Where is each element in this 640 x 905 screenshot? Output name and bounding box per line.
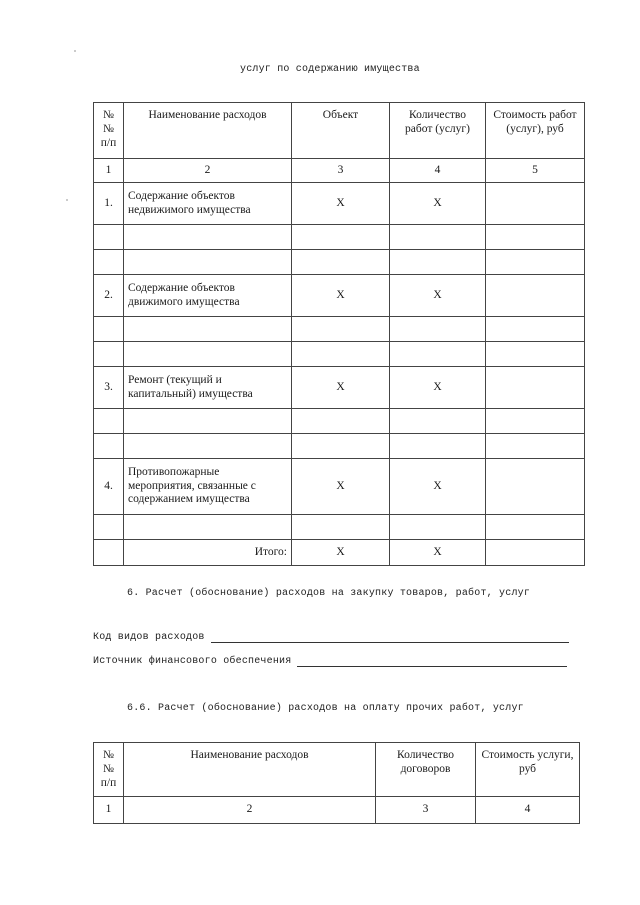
column-number-row <box>94 797 580 824</box>
row-cost <box>486 275 585 317</box>
table-row <box>94 183 585 225</box>
row-quantity: X <box>390 367 486 409</box>
funding-source-field <box>93 656 567 667</box>
header-cell-object: Объект <box>292 103 390 159</box>
row-object: X <box>292 275 390 317</box>
header-cell-number: № № п/п <box>94 743 124 797</box>
blank-row <box>94 342 585 367</box>
row-object: X <box>292 367 390 409</box>
row-number: 4. <box>94 459 124 515</box>
row-cost <box>486 459 585 515</box>
header-cell-contracts: Количество договоров <box>376 743 476 797</box>
total-object: X <box>292 540 390 566</box>
header-cell-cost: Стоимость услуги, руб <box>476 743 580 797</box>
column-number: 2 <box>124 797 376 824</box>
column-number: 5 <box>486 159 585 183</box>
table-header-row <box>94 743 580 797</box>
row-number: 2. <box>94 275 124 317</box>
funding-source-line <box>297 657 567 667</box>
column-number-row <box>94 159 585 183</box>
table-row <box>94 459 585 515</box>
row-number: 1. <box>94 183 124 225</box>
header-cell-quantity: Количество работ (услуг) <box>390 103 486 159</box>
row-quantity: X <box>390 275 486 317</box>
section-6-heading: 6. Расчет (обоснование) расходов на закупку товаров, работ, услуг <box>127 588 531 599</box>
row-object: X <box>292 459 390 515</box>
total-label: Итого: <box>124 540 292 566</box>
row-name: Содержание объектов недвижимого имущества <box>124 183 292 225</box>
row-quantity: X <box>390 183 486 225</box>
row-number: 3. <box>94 367 124 409</box>
page-header: услуг по содержанию имущества <box>240 64 420 75</box>
expense-code-field <box>93 632 569 643</box>
blank-row <box>94 317 585 342</box>
table-row <box>94 275 585 317</box>
column-number: 1 <box>94 159 124 183</box>
header-cell-number: № № п/п <box>94 103 124 159</box>
total-cost <box>486 540 585 566</box>
column-number: 3 <box>292 159 390 183</box>
header-cell-name: Наименование расходов <box>124 103 292 159</box>
blank-row <box>94 225 585 250</box>
row-quantity: X <box>390 459 486 515</box>
row-name: Ремонт (текущий и капитальный) имущества <box>124 367 292 409</box>
column-number: 2 <box>124 159 292 183</box>
expense-code-line <box>211 633 569 643</box>
expense-code-label: Код видов расходов <box>93 632 205 643</box>
header-cell-cost: Стоимость работ (услуг), руб <box>486 103 585 159</box>
header-cell-name: Наименование расходов <box>124 743 376 797</box>
total-row <box>94 540 585 566</box>
scan-speck <box>66 199 68 201</box>
scan-speck <box>74 50 76 52</box>
row-name: Содержание объектов движимого имущества <box>124 275 292 317</box>
services-table <box>93 102 585 566</box>
table-row <box>94 367 585 409</box>
row-cost <box>486 183 585 225</box>
other-services-table <box>93 742 580 824</box>
funding-source-label: Источник финансового обеспечения <box>93 656 292 667</box>
row-cost <box>486 367 585 409</box>
blank-row <box>94 515 585 540</box>
section-6-6-heading: 6.6. Расчет (обоснование) расходов на оплату прочих работ, услуг <box>127 703 524 714</box>
column-number: 3 <box>376 797 476 824</box>
row-name: Противопожарные мероприятия, связанные с содержанием имущества <box>124 459 292 515</box>
column-number: 4 <box>476 797 580 824</box>
column-number: 1 <box>94 797 124 824</box>
blank-row <box>94 409 585 434</box>
blank-row <box>94 250 585 275</box>
column-number: 4 <box>390 159 486 183</box>
blank-row <box>94 434 585 459</box>
row-object: X <box>292 183 390 225</box>
total-quantity: X <box>390 540 486 566</box>
table-header-row <box>94 103 585 159</box>
